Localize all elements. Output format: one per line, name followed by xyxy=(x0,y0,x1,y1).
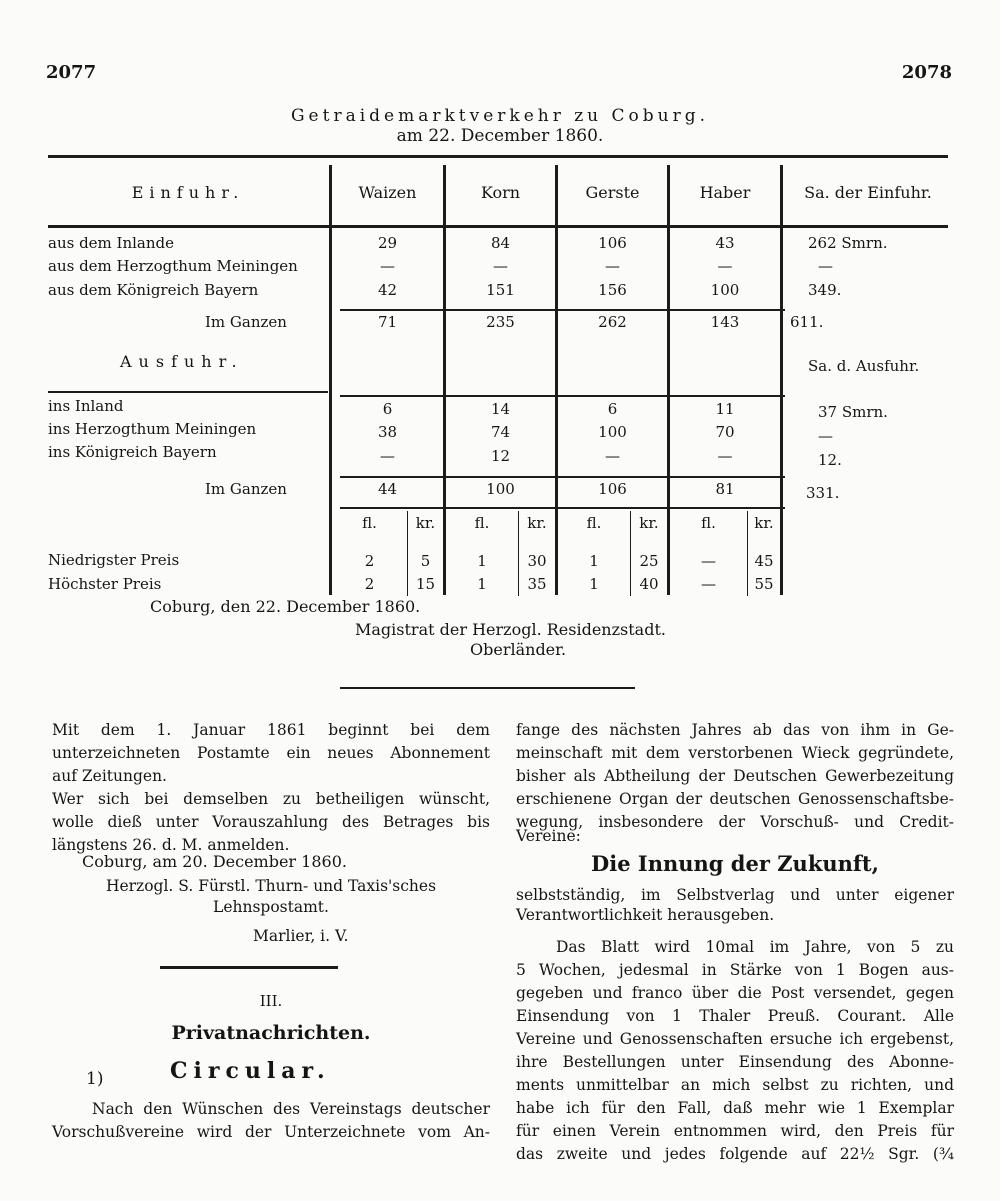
total-value: 44 xyxy=(377,480,398,498)
price-kr: 55 xyxy=(754,575,774,593)
price-fl: 2 xyxy=(364,552,375,570)
cell-value: 106 xyxy=(598,234,627,252)
notice-line: wolle dieß unter Vorauszahlung des Betrages bis xyxy=(52,813,490,831)
row-label: ins Königreich Bayern xyxy=(48,443,217,461)
right-line: das zweite und jedes folgende auf 22½ Sgr. (¾ xyxy=(516,1145,954,1163)
total-value: 262 xyxy=(598,313,627,331)
right-line: Vereine: xyxy=(516,827,581,845)
price-fl: 1 xyxy=(589,552,599,570)
price-kr: 30 xyxy=(527,552,547,570)
cell-value: 12 xyxy=(490,447,511,465)
right-line: Das Blatt wird 10mal im Jahre, von 5 zu xyxy=(556,938,954,956)
cell-value: — xyxy=(493,257,508,275)
total-value: 106 xyxy=(598,480,627,498)
body-line: Nach den Wünschen des Vereinstags deutscher xyxy=(92,1100,490,1118)
unit-fl: fl. xyxy=(586,514,602,532)
cell-value: 84 xyxy=(490,234,511,252)
row-label: ins Herzogthum Meiningen xyxy=(48,420,257,438)
right-line: fange des nächsten Jahres ab das von ihm in Ge- xyxy=(516,721,954,739)
cell-value: 11 xyxy=(715,400,735,418)
header-bottom-rule xyxy=(48,225,948,228)
ausfuhr-sum-header: Sa. d. Ausfuhr. xyxy=(808,357,920,375)
notice-line: Mit dem 1. Januar 1861 beginnt bei dem xyxy=(52,721,490,739)
col-header-korn: Korn xyxy=(480,183,521,202)
cell-value: — xyxy=(605,257,620,275)
cell-value: 6 xyxy=(607,400,618,418)
einfuhr-total-rule xyxy=(340,309,785,311)
einfuhr-header: Einfuhr. xyxy=(131,183,245,202)
unit-fl: fl. xyxy=(362,514,377,532)
right-line: Verantwortlichkeit herausgeben. xyxy=(516,906,775,924)
cell-value: 70 xyxy=(715,423,735,441)
total-value: 235 xyxy=(486,313,515,331)
right-heading: Die Innung der Zukunft, xyxy=(591,851,879,876)
table-top-rule xyxy=(48,155,948,158)
row-label: ins Inland xyxy=(48,397,124,415)
cell-value: — xyxy=(605,447,620,465)
col-header-waizen: Waizen xyxy=(358,183,417,202)
item-number: 1) xyxy=(86,1069,104,1089)
cell-value: 6 xyxy=(382,400,393,418)
price-kr: 15 xyxy=(415,575,436,593)
ausfuhr-header: Ausfuhr. xyxy=(120,352,244,371)
price-fl: — xyxy=(701,552,716,570)
separator-rule xyxy=(340,687,635,689)
total-label: Im Ganzen xyxy=(205,480,287,498)
unit-fl: fl. xyxy=(474,514,490,532)
right-line: gegeben und franco über die Post versendet, gegen xyxy=(516,984,954,1002)
cell-value: — xyxy=(717,447,733,465)
total-sum: 331. xyxy=(806,484,840,502)
row-label: aus dem Herzogthum Meiningen xyxy=(48,257,298,275)
total-sum: 611. xyxy=(790,313,824,331)
right-line: meinschaft mit dem verstorbenen Wieck gegründete, xyxy=(516,744,954,762)
right-line: ments unmittelbar an mich selbst zu richten, und xyxy=(516,1076,954,1094)
page-number-right: 2078 xyxy=(901,62,952,83)
left-separator-rule xyxy=(160,966,338,969)
cell-value: — xyxy=(380,447,395,465)
notice-line: unterzeichneten Postamte ein neues Abonnement xyxy=(52,744,490,762)
price-label: Höchster Preis xyxy=(48,575,162,593)
price-kr: 40 xyxy=(639,575,659,593)
col-header-haber: Haber xyxy=(699,183,751,202)
price-kr: 45 xyxy=(754,552,774,570)
price-label: Niedrigster Preis xyxy=(48,551,180,569)
price-fl: 1 xyxy=(477,575,487,593)
price-kr: 25 xyxy=(639,552,659,570)
section-number: III. xyxy=(259,992,283,1010)
cell-value: 14 xyxy=(490,400,511,418)
col-header-gerste: Gerste xyxy=(585,183,640,202)
cell-value: 38 xyxy=(377,423,398,441)
price-header-rule xyxy=(340,507,785,509)
row-label: aus dem Inlande xyxy=(48,234,175,252)
cell-value: 42 xyxy=(377,281,398,299)
notice-date: Coburg, am 20. December 1860. xyxy=(82,852,347,871)
price-fl: 1 xyxy=(589,575,599,593)
notice-line: längstens 26. d. M. anmelden. xyxy=(52,836,290,854)
cell-value: 29 xyxy=(377,234,398,252)
right-line: selbstständig, im Selbstverlag und unter eigener xyxy=(516,886,954,904)
cell-sum: — xyxy=(818,257,833,275)
cell-sum: 262 Smrn. xyxy=(808,234,888,252)
right-line: Einsendung von 1 Thaler Preuß. Courant. Alle xyxy=(516,1007,954,1025)
right-line: für einen Verein entnommen wird, den Preis für xyxy=(516,1122,954,1140)
item-title: Circular. xyxy=(170,1058,331,1084)
cell-sum: 349. xyxy=(808,281,842,299)
total-value: 100 xyxy=(486,480,515,498)
table-signer: Oberländer. xyxy=(470,640,567,659)
unit-kr: kr. xyxy=(639,514,659,532)
price-fl: — xyxy=(701,575,716,593)
notice-line: auf Zeitungen. xyxy=(52,767,167,785)
table-place-date: Coburg, den 22. December 1860. xyxy=(150,597,421,616)
right-line: Vereine und Genossenschaften ersuche ich ergebenst, xyxy=(516,1030,954,1048)
body-line: Vorschußvereine wird der Unterzeichnete vom An- xyxy=(52,1123,490,1141)
ausfuhr-header-rule xyxy=(48,391,328,393)
row-label: aus dem Königreich Bayern xyxy=(48,281,259,299)
total-value: 71 xyxy=(377,313,398,331)
right-line: ihre Bestellungen unter Einsendung des Abonne- xyxy=(516,1053,954,1071)
cell-sum: 12. xyxy=(818,451,842,469)
unit-kr: kr. xyxy=(415,514,436,532)
unit-kr: kr. xyxy=(754,514,774,532)
col-header-sum: Sa. der Einfuhr. xyxy=(804,183,932,202)
ausfuhr-top-rule xyxy=(340,395,785,397)
ausfuhr-total-rule xyxy=(340,476,785,478)
notice-office: Herzogl. S. Fürstl. Thurn- und Taxis'sches xyxy=(105,877,437,895)
cell-value: 100 xyxy=(598,423,627,441)
unit-fl: fl. xyxy=(701,514,716,532)
total-label: Im Ganzen xyxy=(205,313,287,331)
right-line: 5 Wochen, jedesmal in Stärke von 1 Bogen aus- xyxy=(516,961,954,979)
cell-value: 74 xyxy=(490,423,511,441)
unit-kr: kr. xyxy=(527,514,547,532)
total-value: 81 xyxy=(715,480,735,498)
cell-sum: 37 Smrn. xyxy=(818,403,888,421)
price-fl: 1 xyxy=(477,552,487,570)
total-value: 143 xyxy=(710,313,740,331)
page-number-left: 2077 xyxy=(46,62,97,83)
cell-value: 43 xyxy=(715,234,735,252)
price-fl: 2 xyxy=(364,575,375,593)
table-office: Magistrat der Herzogl. Residenzstadt. xyxy=(355,620,666,639)
cell-sum: — xyxy=(818,427,833,445)
cell-value: 100 xyxy=(710,281,740,299)
cell-value: — xyxy=(717,257,733,275)
right-line: bisher als Abtheilung der Deutschen Gewerbezeitung xyxy=(516,767,954,785)
cell-value: — xyxy=(380,257,395,275)
price-kr: 35 xyxy=(527,575,547,593)
notice-office: Lehnspostamt. xyxy=(213,898,329,916)
cell-value: 156 xyxy=(598,281,627,299)
cell-value: 151 xyxy=(486,281,515,299)
notice-signer: Marlier, i. V. xyxy=(253,927,349,945)
section-title: Privatnachrichten. xyxy=(171,1022,371,1044)
table-date: am 22. December 1860. xyxy=(396,126,604,146)
table-title: Getraidemarktverkehr zu Coburg. xyxy=(290,106,710,126)
price-kr: 5 xyxy=(420,552,431,570)
right-line: wegung, insbesondere der Vorschuß- und Credit- xyxy=(516,813,954,831)
right-line: habe ich für den Fall, daß mehr wie 1 Exemplar xyxy=(516,1099,954,1117)
col-divider-haber xyxy=(780,165,783,595)
notice-line: Wer sich bei demselben zu betheiligen wünscht, xyxy=(52,790,490,808)
right-line: erschienene Organ der deutschen Genossenschaftsbe- xyxy=(516,790,954,808)
